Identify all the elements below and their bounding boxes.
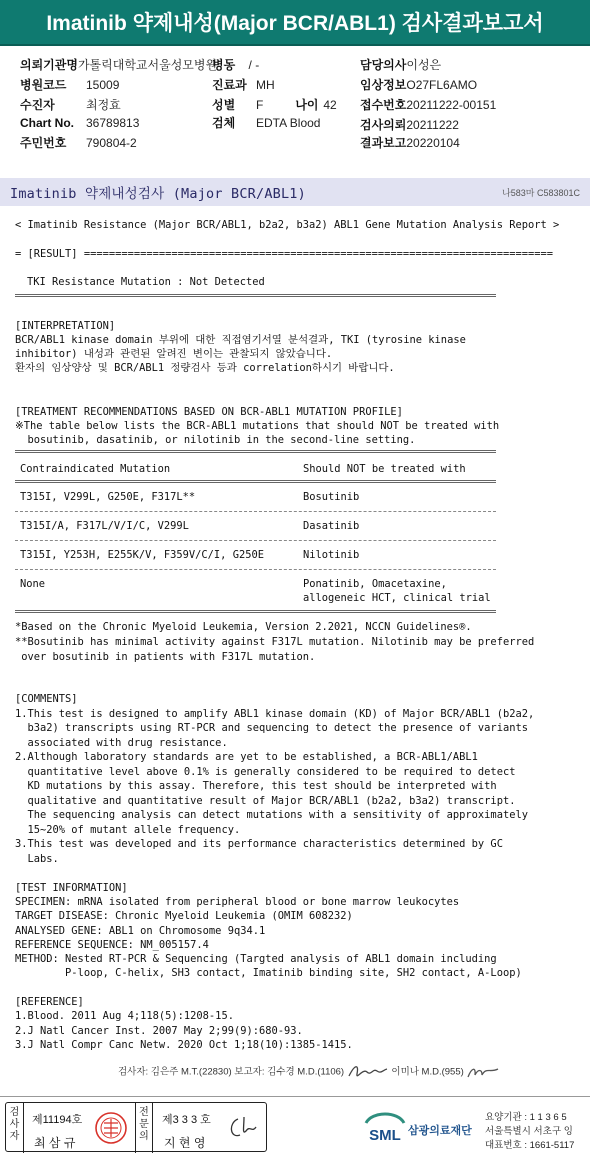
interpretation-line-1: BCR/ABL1 kinase domain 부위에 대한 직접염기서열 분석결과, TKI (tyrosine kinase [15,334,466,346]
treatment-line-2: bosutinib, dasatinib, or nilotinib in the second-line setting. [15,434,416,446]
organization-name: 삼광의료재단 [408,1125,472,1137]
chart-row [20,116,139,130]
test-info-line: P-loop, C-helix, SH3 contact, Imatinib binding site, SH2 contact, A-Loop) [15,967,522,979]
test-info-line: TARGET DISEASE: Chronic Myeloid Leukemia (OMIM 608232) [15,910,353,922]
receipt-value: 20211222-00151 [406,98,497,112]
comment-line: 3.This test was developed and its performance characteristics determined by GC [15,838,503,850]
signature-scribble-icon [466,1063,500,1081]
inspector-number: 제11194호 [32,1114,83,1126]
specialist-number: 제3 3 3 호 [162,1114,211,1126]
ward-value: / - [248,58,260,72]
doctor-row [360,56,441,73]
treatment-line-1: ※The table below lists the BCR-ABL1 mutations that should NOT be treated with [15,420,500,432]
sex-row [212,96,337,113]
section-code: 나583마 C583801C [502,187,580,198]
institution-row [20,56,217,73]
hospital-code-label: 병원코드 [20,78,67,92]
id-row [20,134,137,151]
test-info-line: METHOD: Nested RT-PCR & Sequencing (Targted analysis of ABL1 domain including [15,953,497,965]
table-bottom-rule [15,610,496,613]
test-info-line: REFERENCE SEQUENCE: NM_005157.4 [15,939,209,951]
result-rule [15,294,496,297]
comment-line: qualitative and quantitative result of Major BCR/ABL1 (b2a2, b3a2) transcript. [15,795,516,807]
chart-label: Chart No. [20,116,74,130]
table-header-rule [15,480,496,483]
treatment-header: [TREATMENT RECOMMENDATIONS BASED ON BCR-ABL1 MUTATION PROFILE] [15,406,403,418]
row-divider [15,511,496,512]
table-header-mutation: Contraindicated Mutation [20,463,171,475]
doctor-value: 이성은 [406,58,442,72]
comment-line: b3a2) transcripts using RT-PCR and sequencing to detect the presence of variants [15,722,528,734]
reference-line: 1.Blood. 2011 Aug 4;118(5):1208-15. [15,1010,234,1022]
report-date-row [360,134,460,151]
signature-line [118,1062,500,1082]
footnote-1: *Based on the Chronic Myeloid Leukemia, Version 2.2021, NCCN Guidelines®. [15,621,472,633]
doctor-label: 담당의사 [360,58,407,72]
seal-stamp-icon [94,1111,128,1145]
mutation-cell: None [20,578,46,590]
request-row [360,116,459,133]
section-bar [0,178,590,206]
reference-line: 2.J Natl Cancer Inst. 2007 May 2;99(9):680-93. [15,1025,303,1037]
comment-line: quantitative level above 0.1% is generally considered to be required to detect [15,766,516,778]
comment-line: The sequencing analysis can detect mutations with a sensitivity of approximately [15,809,528,821]
signature-scribble-icon [347,1062,389,1082]
drug-cell: Nilotinib [303,549,360,561]
lab-code: 요양기관 : 1 1 3 6 5 [485,1112,567,1123]
ward-label: 병동 [212,58,236,72]
name-row [20,96,121,113]
test-info-line: SPECIMEN: mRNA isolated from peripheral blood or bone marrow leukocytes [15,896,460,908]
specialist-label: 전문의 [135,1103,153,1153]
age-value: 42 [323,98,337,112]
footnote-2: **Bosutinib has minimal activity against F317L mutation. Nilotinib may be preferred [15,636,535,648]
table-top-rule [15,450,496,453]
lab-phone: 대표번호 : 1661-5117 [485,1140,575,1151]
specialist-signature-icon [226,1113,262,1143]
id-label: 주민번호 [20,136,67,150]
comment-line: Labs. [15,853,59,865]
dept-value: MH [256,78,275,92]
comment-line: 1.This test is designed to amplify ABL1 kinase domain (KD) of Major BCR/ABL1 (b2a2, [15,708,535,720]
age-label: 나이 [295,98,319,112]
institution-value: 가톨릭대학교서울성모병원 [77,58,218,72]
comments-header: [COMMENTS] [15,693,78,705]
reviewer-text: 이미나 M.D.(955) [391,1066,464,1078]
clinical-label: 임상정보 [360,78,407,92]
test-info-header: [TEST INFORMATION] [15,882,128,894]
section-title: Imatinib 약제내성검사 (Major BCR/ABL1) [10,186,306,202]
result-header: = [RESULT] =========================================================================== [15,248,553,260]
row-divider [15,540,496,541]
drug-cell: Bosutinib [303,491,360,503]
hospital-code-row [20,76,119,93]
comment-line: associated with drug resistance. [15,737,228,749]
test-info-line: ANALYSED GENE: ABL1 on Chromosome 9q34.1 [15,925,266,937]
license-box [5,1102,267,1152]
sml-logo-icon [362,1107,408,1147]
dept-row [212,76,275,93]
receipt-label: 접수번호 [360,98,407,112]
clinical-row [360,76,477,93]
interpretation-line-2: inhibitor) 내성과 관련된 알려진 변이는 관찰되지 않았습니다. [15,348,333,360]
name-value: 최정효 [86,98,121,112]
specimen-value: EDTA Blood [256,116,321,130]
specialist-name: 지 현 영 [164,1136,206,1150]
tester-text: 검사자: 김은주 M.T.(22830) 보고자: 김수경 M.D.(1106) [118,1066,345,1078]
report-title: Imatinib 약제내성(Major BCR/ABL1) 검사결과보고서 [0,0,590,46]
sml-logo-text: SML [369,1127,401,1144]
inspector-label: 검사자 [6,1103,24,1153]
table-header-drug: Should NOT be treated with [303,463,466,475]
report-date-value: 20220104 [406,136,460,150]
inspector-name: 최 삼 규 [34,1136,76,1150]
lab-address: 서울특별시 서초구 잉 [485,1126,573,1137]
ward-row [212,56,259,73]
institution-label: 의뢰기관명 [20,58,78,72]
hospital-code-value: 15009 [86,78,120,92]
footnote-3: over bosutinib in patients with F317L mutation. [15,651,316,663]
id-value: 790804-2 [86,136,137,150]
dept-label: 진료과 [212,78,247,92]
specimen-label: 검체 [212,116,236,130]
drug-cell: Dasatinib [303,520,360,532]
result-line: TKI Resistance Mutation : Not Detected [27,276,265,288]
mutation-cell: T315I, V299L, G250E, F317L** [20,491,196,503]
comment-line: KD mutations by this assay. Therefore, this test should be interpreted with [15,780,497,792]
interpretation-header: [INTERPRETATION] [15,320,116,332]
receipt-row [360,96,496,113]
specimen-row [212,114,320,131]
reference-line: 3.J Natl Compr Canc Netw. 2020 Oct 1;18(10):1385-1415. [15,1039,353,1051]
sex-label: 성별 [212,98,236,112]
clinical-value: O27FL6AMO [406,78,478,92]
report-heading: < Imatinib Resistance (Major BCR/ABL1, b2a2, b3a2) ABL1 Gene Mutation Analysis Report > [15,219,560,231]
drug-cell: Ponatinib, Omacetaxine, allogeneic HCT, clinical trial [303,578,491,605]
name-label: 수진자 [20,98,55,112]
sex-value: F [256,98,264,112]
comment-line: 15~20% of mutant allele frequency. [15,824,241,836]
request-label: 검사의뢰 [360,118,407,132]
chart-value: 36789813 [86,116,140,130]
footer [0,1096,590,1164]
row-divider [15,569,496,570]
mutation-cell: T315I/A, F317L/V/I/C, V299L [20,520,189,532]
interpretation-line-3: 환자의 임상양상 및 BCR/ABL1 정량검사 등과 correlation하시기 바랍니다. [15,362,395,374]
reference-header: [REFERENCE] [15,996,84,1008]
report-date-label: 결과보고 [360,136,407,150]
request-value: 20211222 [406,118,459,132]
comment-line: 2.Although laboratory standards are yet to be established, a BCR-ABL1/ABL1 [15,751,478,763]
mutation-cell: T315I, Y253H, E255K/V, F359V/C/I, G250E [20,549,264,561]
